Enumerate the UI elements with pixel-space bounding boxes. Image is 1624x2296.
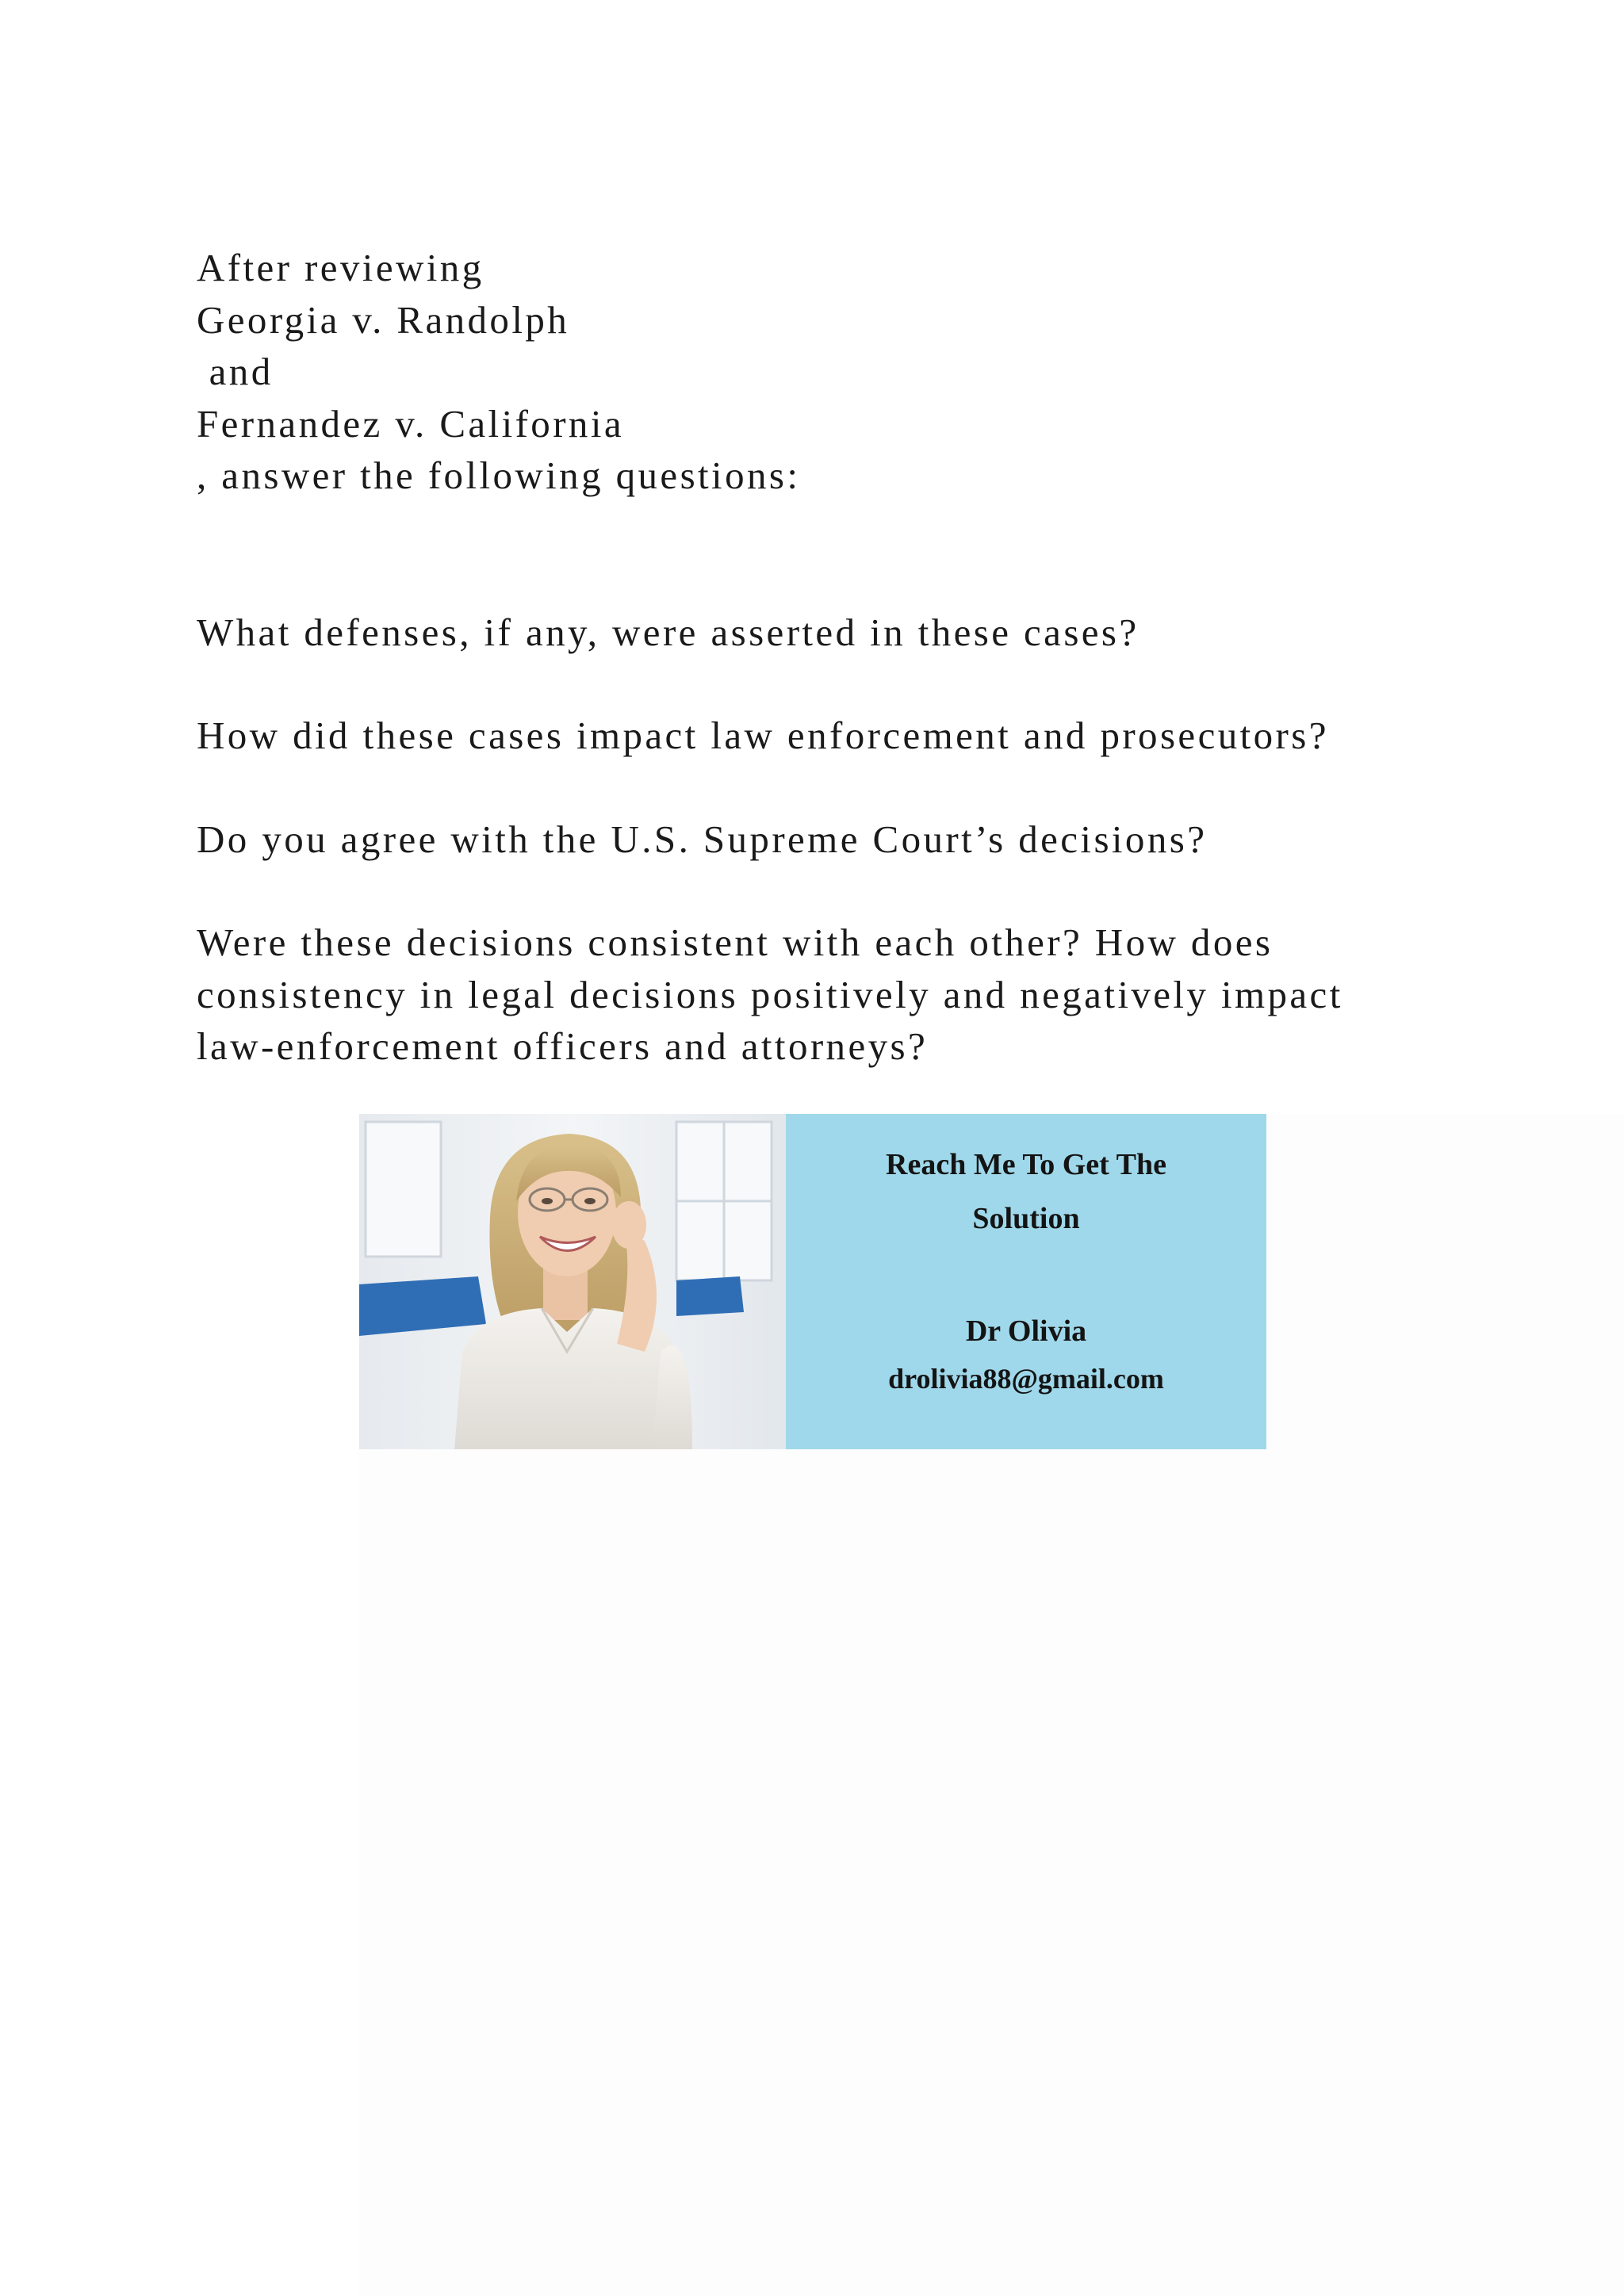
question-3: Do you agree with the U.S. Supreme Court’s decisions? <box>197 817 1208 861</box>
assignment-text <box>197 242 1434 1073</box>
contact-email[interactable]: drolivia88@gmail.com <box>888 1363 1164 1395</box>
blank-line <box>197 762 1434 813</box>
question-1: What defenses, if any, were asserted in these cases? <box>197 610 1139 654</box>
contact-info-panel <box>786 1114 1266 1449</box>
blank-line <box>197 658 1434 710</box>
blank-line <box>197 554 1434 607</box>
question-4-line: law-enforcement officers and attorneys? <box>197 1024 929 1068</box>
intro-line: , answer the following questions: <box>197 453 801 497</box>
contact-name: Dr Olivia <box>965 1314 1087 1348</box>
cta-line: Solution <box>972 1202 1080 1235</box>
contact-banner[interactable] <box>359 1114 1266 1449</box>
blank-line <box>197 865 1434 916</box>
question-4-line: Were these decisions consistent with each other? How does <box>197 920 1274 964</box>
intro-line: and <box>197 350 274 393</box>
intro-line: After reviewing <box>197 246 485 289</box>
cta-line: Reach Me To Get The <box>886 1148 1166 1181</box>
cta-text <box>786 1138 1266 1246</box>
blank-line <box>197 502 1434 554</box>
case-name-georgia: Georgia v. Randolph <box>197 297 570 342</box>
woman-with-glasses-photo <box>359 1114 787 1449</box>
question-2: How did these cases impact law enforcement and prosecutors? <box>197 714 1329 757</box>
case-name-fernandez: Fernandez v. California <box>197 401 624 446</box>
question-4-line: consistency in legal decisions positively and negatively impact <box>197 972 1343 1016</box>
